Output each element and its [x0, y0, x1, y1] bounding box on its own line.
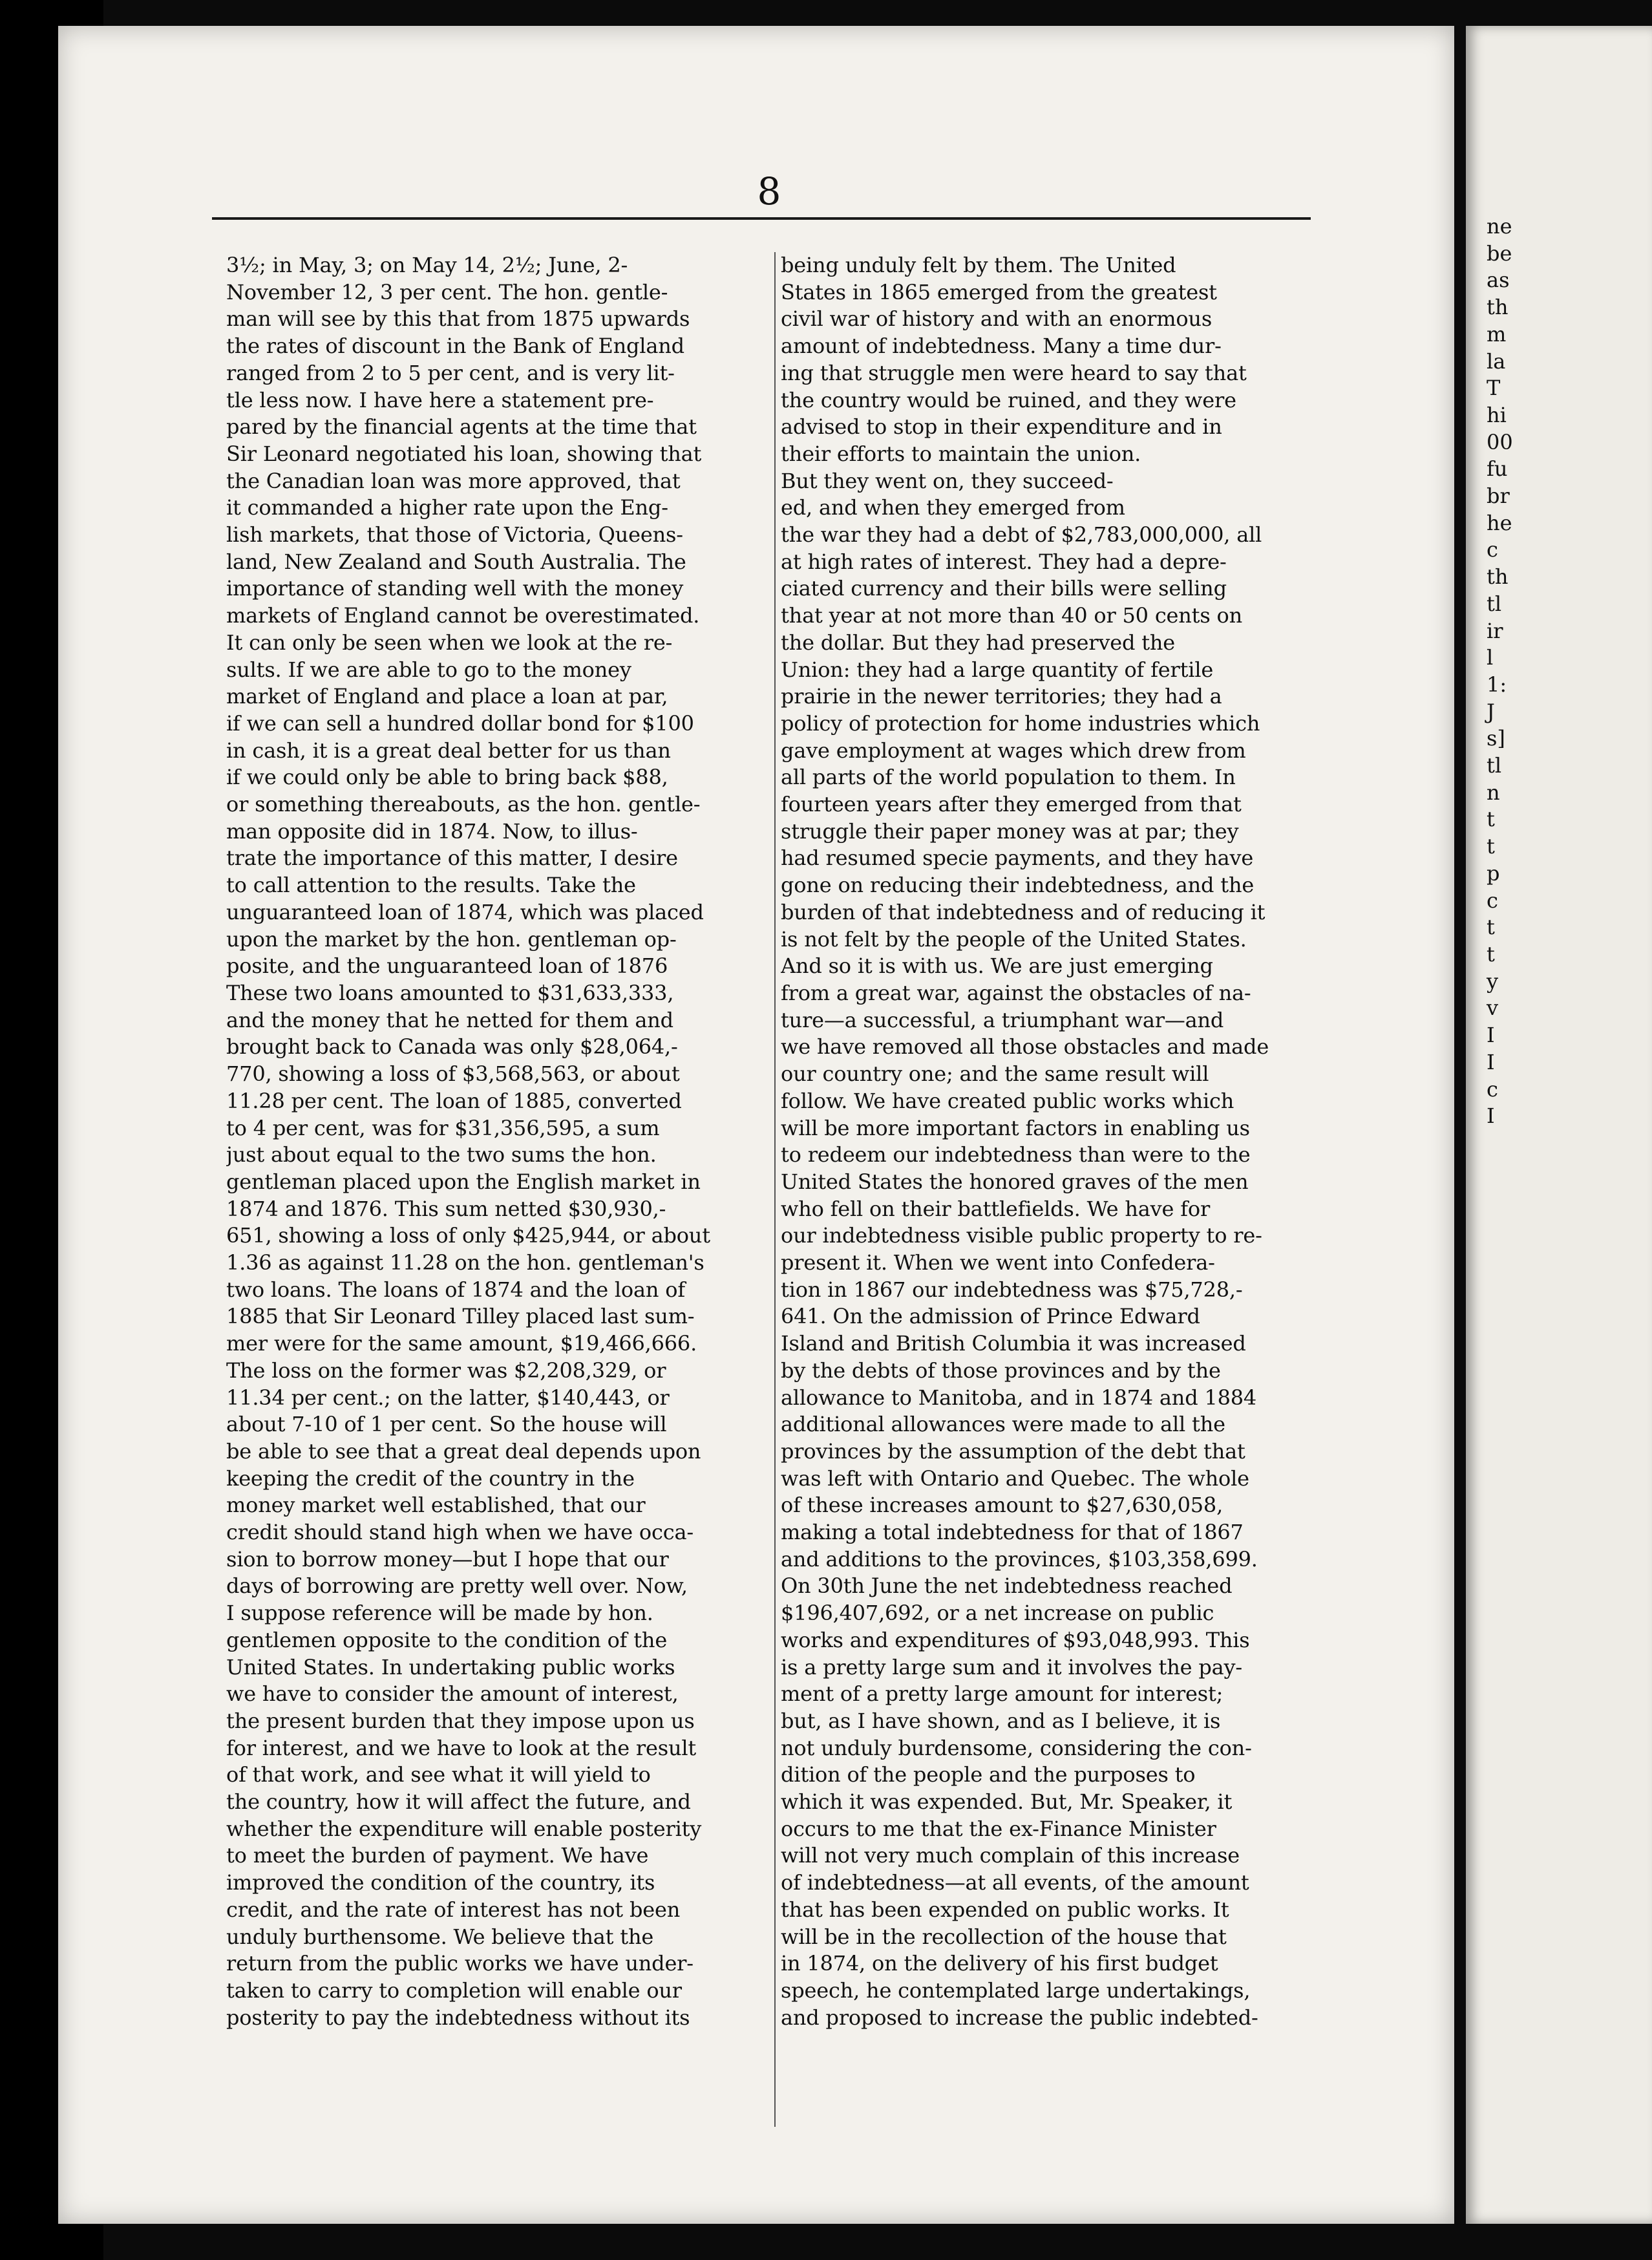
left-column-line: 770, showing a loss of $3,568,563, or about [226, 1061, 680, 1087]
edge-fragment: c [1487, 888, 1498, 913]
right-column-line: United States the honored graves of the men [781, 1169, 1249, 1194]
right-column-line: follow. We have created public works which [781, 1088, 1234, 1113]
left-column-line: be able to see that a great deal depends upon [226, 1438, 701, 1464]
left-column-line: about 7-10 of 1 per cent. So the house will [226, 1412, 667, 1437]
right-text-column [781, 252, 1324, 2127]
edge-fragment: ir [1487, 618, 1503, 643]
edge-fragment: th [1487, 295, 1509, 320]
edge-fragment: be [1487, 240, 1512, 266]
column-divider [774, 252, 776, 2127]
right-column-line: $196,407,692, or a net increase on public [781, 1601, 1214, 1626]
right-column-line: On 30th June the net indebtedness reached [781, 1573, 1233, 1599]
right-column-line: the dollar. But they had preserved the [781, 630, 1176, 655]
right-column-line: ment of a pretty large amount for interest; [781, 1681, 1223, 1707]
right-column-line: not unduly burdensome, considering the con- [781, 1735, 1252, 1760]
right-column-line: present it. When we went into Confedera- [781, 1250, 1215, 1275]
left-column-line: 1885 that Sir Leonard Tilley placed last sum- [226, 1304, 695, 1329]
left-column-line: days of borrowing are pretty well over. Now, [226, 1573, 688, 1599]
left-column-line: importance of standing well with the money [226, 576, 684, 601]
edge-fragment: c [1487, 537, 1498, 562]
edge-fragment: I [1487, 1103, 1495, 1129]
right-column-line: but, as I have shown, and as I believe, it is [781, 1708, 1221, 1733]
right-column-line: will not very much complain of this increase [781, 1843, 1240, 1868]
left-column-line: if we could only be able to bring back $88, [226, 765, 668, 790]
right-column-line: being unduly felt by them. The United [781, 253, 1176, 277]
edge-fragment: fu [1487, 456, 1508, 482]
header-rule [212, 217, 1311, 220]
edge-fragment: la [1487, 348, 1506, 374]
left-column-line: credit should stand high when we have occa- [226, 1520, 694, 1545]
edge-fragment: t [1487, 941, 1495, 966]
next-page-text-fragments [1487, 213, 1538, 1130]
left-text-column [226, 252, 769, 2127]
left-column-line: I suppose reference will be made by hon. [226, 1601, 653, 1626]
left-column-line: two loans. The loans of 1874 and the loan of [226, 1277, 685, 1302]
right-column-line: additional allowances were made to all the [781, 1412, 1225, 1437]
left-column-line: land, New Zealand and South Australia. The [226, 549, 686, 574]
right-column-line: policy of protection for home industries which [781, 710, 1260, 736]
right-column-line: prairie in the newer territories; they had a [781, 684, 1222, 709]
right-column-line: from a great war, against the obstacles of na- [781, 980, 1251, 1005]
left-column-line: ranged from 2 to 5 per cent, and is very lit- [226, 360, 675, 385]
left-column-line: mer were for the same amount, $19,466,666. [226, 1331, 697, 1356]
right-column-line: which it was expended. But, Mr. Speaker, it [781, 1789, 1233, 1815]
left-column-line: the present burden that they impose upon us [226, 1708, 695, 1733]
left-column-line: trate the importance of this matter, I desire [226, 846, 678, 871]
left-column-line: 1.36 as against 11.28 on the hon. gentleman's [226, 1250, 704, 1275]
edge-fragment: I [1487, 1049, 1495, 1074]
right-column-line: was left with Ontario and Quebec. The whole [781, 1466, 1249, 1491]
left-column-line: unguaranteed loan of 1874, which was placed [226, 899, 704, 924]
right-column-line: fourteen years after they emerged from that [781, 792, 1242, 817]
right-column-line: works and expenditures of $93,048,993. This [781, 1627, 1250, 1652]
right-column-line: Union: they had a large quantity of fertile [781, 657, 1214, 682]
right-column-line: amount of indebtedness. Many a time dur- [781, 334, 1222, 359]
right-column-line: making a total indebtedness for that of 1867 [781, 1520, 1244, 1545]
page-number: 8 [757, 169, 781, 213]
edge-fragment: tl [1487, 591, 1502, 616]
edge-fragment: p [1487, 860, 1500, 886]
edge-fragment: y [1487, 968, 1499, 994]
left-column-line: the Canadian loan was more approved, that [226, 468, 681, 493]
right-column-line: gave employment at wages which drew from [781, 738, 1246, 763]
left-column-line: the country, how it will affect the future, and [226, 1789, 691, 1815]
right-column-line: provinces by the assumption of the debt that [781, 1438, 1245, 1464]
edge-fragment: v [1487, 996, 1499, 1021]
edge-fragment: n [1487, 780, 1500, 805]
left-column-line: 1874 and 1876. This sum netted $30,930,- [226, 1196, 666, 1221]
edge-fragment: th [1487, 564, 1509, 590]
right-column-line: occurs to me that the ex-Finance Minister [781, 1816, 1216, 1841]
left-column-line: credit, and the rate of interest has not been [226, 1897, 681, 1922]
left-column-line: keeping the credit of the country in the [226, 1466, 635, 1491]
edge-fragment: ne [1487, 214, 1512, 239]
right-column-line: And so it is with us. We are just emerging [781, 954, 1213, 979]
left-column-line: posterity to pay the indebtedness without its [226, 2005, 690, 2030]
left-column-line: markets of England cannot be overestimated. [226, 603, 700, 628]
left-column-line: It can only be seen when we look at the re- [226, 630, 673, 655]
left-column-line: money market well established, that our [226, 1493, 646, 1518]
right-column-line: burden of that indebtedness and of reducing it [781, 899, 1265, 924]
left-column-line: unduly burthensome. We believe that the [226, 1924, 654, 1949]
right-column-line: ciated currency and their bills were selling [781, 576, 1227, 601]
left-column-line: sion to borrow money—but I hope that our [226, 1546, 669, 1572]
left-column-line: gentlemen opposite to the condition of the [226, 1627, 668, 1652]
left-column-line: to meet the burden of payment. We have [226, 1843, 649, 1868]
right-column-line: But they went on, they succeed- [781, 468, 1114, 493]
left-column-line: to 4 per cent, was for $31,356,595, a sum [226, 1115, 660, 1140]
right-column-line: dition of the people and the purposes to [781, 1762, 1196, 1787]
left-column-line: just about equal to the two sums the hon. [226, 1142, 657, 1167]
right-column-line: our indebtedness visible public property to re- [781, 1223, 1262, 1248]
left-column-line: sults. If we are able to go to the money [226, 657, 631, 682]
right-column-line: gone on reducing their indebtedness, and the [781, 873, 1255, 898]
left-column-line: United States. In undertaking public works [226, 1654, 675, 1679]
left-column-line: taken to carry to completion will enable our [226, 1978, 682, 2003]
left-column-line: 11.34 per cent.; on the latter, $140,443, or [226, 1385, 670, 1410]
edge-fragment: s] [1487, 726, 1505, 751]
left-column-line: for interest, and we have to look at the result [226, 1735, 697, 1760]
edge-fragment: 1: [1487, 672, 1507, 697]
edge-fragment: 00 [1487, 429, 1513, 454]
right-column-line: the country would be ruined, and they were [781, 387, 1236, 412]
right-column-line: ture—a successful, a triumphant war—and [781, 1007, 1224, 1032]
edge-fragment: t [1487, 807, 1495, 832]
right-column-line: will be more important factors in enabling us [781, 1115, 1250, 1140]
right-column-line: their efforts to maintain the union. [781, 441, 1141, 466]
edge-fragment: t [1487, 834, 1495, 859]
right-column-line: to redeem our indebtedness than were to the [781, 1142, 1251, 1167]
left-column-line: of that work, and see what it will yield to [226, 1762, 651, 1787]
right-column-line: had resumed specie payments, and they have [781, 846, 1254, 871]
edge-fragment: J [1487, 699, 1495, 724]
left-column-line: return from the public works we have under- [226, 1951, 694, 1976]
left-column-line: November 12, 3 per cent. The hon. gentle- [226, 279, 668, 304]
left-column-line: lish markets, that those of Victoria, Queens- [226, 522, 683, 548]
edge-fragment: hi [1487, 402, 1507, 427]
left-column-line: market of England and place a loan at par, [226, 684, 668, 709]
left-column-line: Sir Leonard negotiated his loan, showing that [226, 441, 702, 466]
left-column-line: the rates of discount in the Bank of England [226, 334, 684, 359]
right-column-line: that has been expended on public works. It [781, 1897, 1229, 1922]
edge-fragment: as [1487, 268, 1510, 293]
edge-fragment: m [1487, 321, 1507, 346]
left-column-line: whether the expenditure will enable posterity [226, 1816, 702, 1841]
left-column-line: 11.28 per cent. The loan of 1885, converted [226, 1088, 682, 1113]
left-column-line: if we can sell a hundred dollar bond for $100 [226, 710, 694, 736]
left-column-line: tle less now. I have here a statement pre- [226, 387, 654, 412]
left-column-line: The loss on the former was $2,208,329, or [226, 1358, 666, 1383]
left-column-line: 3½; in May, 3; on May 14, 2½; June, 2- [226, 253, 628, 277]
right-column-line: will be in the recollection of the house that [781, 1924, 1227, 1949]
left-column-line: or something thereabouts, as the hon. gentle- [226, 792, 701, 817]
left-column-line: man will see by this that from 1875 upwards [226, 306, 690, 332]
left-column-line: pared by the financial agents at the time that [226, 414, 697, 440]
right-column-line: allowance to Manitoba, and in 1874 and 1884 [781, 1385, 1257, 1410]
right-column-line: that year at not more than 40 or 50 cents on [781, 603, 1243, 628]
edge-fragment: l [1487, 645, 1494, 670]
right-column-line: the war they had a debt of $2,783,000,000, all [781, 522, 1262, 548]
right-column-line: all parts of the world population to them. In [781, 765, 1236, 790]
edge-fragment: t [1487, 915, 1495, 940]
right-column-line: and proposed to increase the public indebted- [781, 2005, 1258, 2030]
left-column-line: 651, showing a loss of only $425,944, or about [226, 1223, 710, 1248]
left-column-line: posite, and the unguaranteed loan of 1876 [226, 954, 668, 979]
right-column-line: of indebtedness—at all events, of the amount [781, 1870, 1249, 1895]
right-column-line: ing that struggle men were heard to say that [781, 360, 1247, 385]
edge-fragment: br [1487, 484, 1510, 509]
left-column-line: upon the market by the hon. gentleman op- [226, 926, 677, 952]
right-column-line: is not felt by the people of the United States. [781, 926, 1247, 952]
right-column-line: and additions to the provinces, $103,358,699. [781, 1546, 1258, 1572]
left-column-line: These two loans amounted to $31,633,333, [226, 980, 674, 1005]
right-column-line: at high rates of interest. They had a depre- [781, 549, 1227, 574]
right-column-line: speech, he contemplated large undertakings, [781, 1978, 1251, 2003]
right-column-line: tion in 1867 our indebtedness was $75,728,- [781, 1277, 1243, 1302]
edge-fragment: I [1487, 1023, 1495, 1048]
left-column-line: improved the condition of the country, its [226, 1870, 655, 1895]
left-column-line: gentleman placed upon the English market in [226, 1169, 701, 1194]
left-column-line: in cash, it is a great deal better for us than [226, 738, 671, 763]
right-column-line: 641. On the admission of Prince Edward [781, 1304, 1200, 1329]
left-column-line: and the money that he netted for them and [226, 1007, 673, 1032]
edge-fragment: c [1487, 1076, 1498, 1102]
right-column-line: in 1874, on the delivery of his first budget [781, 1951, 1218, 1976]
right-column-line: ed, and when they emerged from [781, 495, 1125, 520]
right-column-line: our country one; and the same result will [781, 1061, 1209, 1087]
right-column-line: civil war of history and with an enormous [781, 306, 1213, 332]
edge-fragment: he [1487, 510, 1512, 535]
right-column-line: who fell on their battlefields. We have for [781, 1196, 1211, 1221]
right-column-line: is a pretty large sum and it involves the pay- [781, 1654, 1242, 1679]
right-column-line: advised to stop in their expenditure and in [781, 414, 1222, 440]
left-column-line: man opposite did in 1874. Now, to illus- [226, 818, 638, 844]
right-column-line: we have removed all those obstacles and made [781, 1034, 1269, 1060]
edge-fragment: tl [1487, 753, 1502, 778]
right-column-line: Island and British Columbia it was increased [781, 1331, 1246, 1356]
right-column-line: of these increases amount to $27,630,058, [781, 1493, 1223, 1518]
left-column-line: it commanded a higher rate upon the Eng- [226, 495, 668, 520]
right-column-line: States in 1865 emerged from the greatest [781, 279, 1217, 304]
left-column-line: we have to consider the amount of interest, [226, 1681, 679, 1707]
left-column-line: brought back to Canada was only $28,064,- [226, 1034, 678, 1060]
left-column-line: to call attention to the results. Take the [226, 873, 636, 898]
edge-fragment: T [1487, 376, 1501, 401]
right-column-line: by the debts of those provinces and by the [781, 1358, 1221, 1383]
right-column-line: struggle their paper money was at par; they [781, 818, 1239, 844]
